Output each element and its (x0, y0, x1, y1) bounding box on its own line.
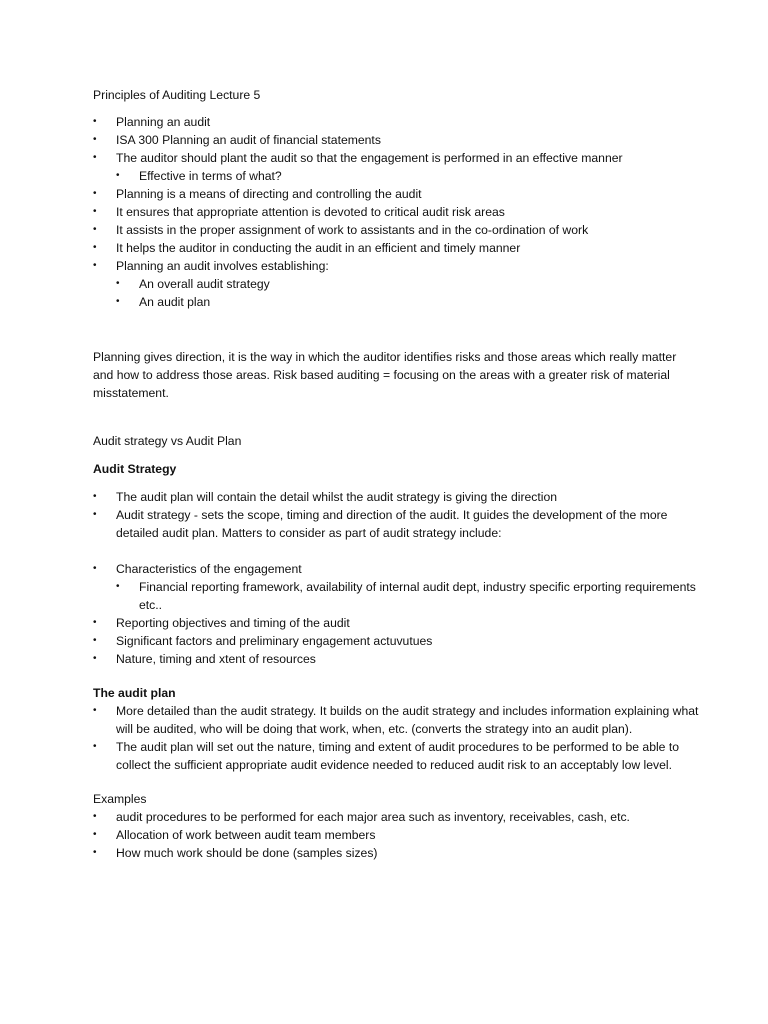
list-item-text: Audit strategy - sets the scope, timing and direction of the audit. It guides the development of the more detailed audit plan. Matters to consider as part of audit strategy include: (116, 508, 668, 540)
list-item-text: Reporting objectives and timing of the audit (116, 616, 350, 630)
list-item (93, 149, 703, 167)
sub-list-item (93, 578, 703, 614)
sub-list-item (93, 275, 703, 293)
list-item (93, 738, 703, 774)
list-item (93, 506, 703, 542)
list-item-text: Planning an audit (116, 115, 211, 129)
list-item-text: Planning is a means of directing and controlling the audit (116, 187, 422, 201)
list-item-text: An overall audit strategy (139, 277, 270, 291)
document-content (93, 86, 703, 862)
list-item-text: audit procedures to be performed for each major area such as inventory, receivables, cash, etc. (116, 810, 630, 824)
list-item (93, 257, 703, 275)
audit-strategy-heading: Audit Strategy (93, 462, 177, 476)
bullet-icon: • (93, 152, 97, 163)
bullet-icon: • (93, 260, 97, 271)
list-item (93, 702, 703, 738)
list-item-text: Allocation of work between audit team members (116, 828, 376, 842)
examples-heading: Examples (93, 792, 147, 806)
bullet-icon: • (93, 617, 97, 628)
list-item (93, 808, 703, 826)
bullet-icon: • (93, 653, 97, 664)
bullet-icon: • (93, 509, 97, 520)
strategy-list (93, 488, 703, 542)
bullet-icon: • (93, 134, 97, 145)
list-item-text: Nature, timing and xtent of resources (116, 652, 316, 666)
sub-list-item (93, 293, 703, 311)
list-item-text: It assists in the proper assignment of work to assistants and in the co-ordination of work (116, 223, 589, 237)
examples-list (93, 808, 703, 862)
list-item-text: Characteristics of the engagement (116, 562, 302, 576)
audit-plan-list (93, 702, 703, 774)
bullet-icon: • (116, 296, 120, 307)
list-item (93, 203, 703, 221)
list-item (93, 560, 703, 578)
list-item (93, 614, 703, 632)
bullet-icon: • (116, 170, 120, 181)
considerations-list (93, 560, 703, 668)
list-item-text: More detailed than the audit strategy. It builds on the audit strategy and includes information explaining what will be audited, who will be doing that work, when, etc. (converts the strategy into an audit plan). (116, 704, 699, 736)
list-item-text: It helps the auditor in conducting the audit in an efficient and timely manner (116, 241, 521, 255)
list-item-text: An audit plan (139, 295, 211, 309)
bullet-icon: • (93, 206, 97, 217)
bullet-icon: • (93, 829, 97, 840)
list-item (93, 221, 703, 239)
list-item (93, 131, 703, 149)
bullet-icon: • (116, 581, 120, 592)
list-item-text: Planning an audit involves establishing: (116, 259, 329, 273)
document-title: Principles of Auditing Lecture 5 (93, 88, 261, 102)
list-item-text: The auditor should plant the audit so that the engagement is performed in an effective manner (116, 151, 623, 165)
list-item (93, 844, 703, 862)
bullet-icon: • (93, 705, 97, 716)
list-item (93, 826, 703, 844)
list-item (93, 113, 703, 131)
bullet-icon: • (93, 188, 97, 199)
bullet-icon: • (93, 811, 97, 822)
bullet-icon: • (93, 491, 97, 502)
list-item-text: The audit plan will contain the detail whilst the audit strategy is giving the direction (116, 490, 558, 504)
bullet-icon: • (93, 635, 97, 646)
bullet-icon: • (93, 563, 97, 574)
bullet-icon: • (116, 278, 120, 289)
list-item-text: Financial reporting framework, availability of internal audit dept, industry specific erporting requirements etc.. (139, 580, 696, 612)
planning-list (93, 113, 703, 311)
list-item (93, 632, 703, 650)
bullet-icon: • (93, 242, 97, 253)
list-item-text: The audit plan will set out the nature, timing and extent of audit procedures to be performed to be able to collect the sufficient appropriate audit evidence needed to reduced audit risk to an acceptably low level. (116, 740, 680, 772)
list-item (93, 185, 703, 203)
list-item (93, 650, 703, 668)
bullet-icon: • (93, 741, 97, 752)
planning-paragraph: Planning gives direction, it is the way in which the auditor identifies risks and those areas which really matter and how to address those areas. Risk based auditing = focusing on the areas with a greater risk of material misstatement. (93, 350, 677, 400)
bullet-icon: • (93, 847, 97, 858)
list-item (93, 488, 703, 506)
list-item-text: ISA 300 Planning an audit of financial statements (116, 133, 381, 147)
list-item-text: How much work should be done (samples sizes) (116, 846, 378, 860)
bullet-icon: • (93, 224, 97, 235)
list-item-text: Effective in terms of what? (139, 169, 282, 183)
bullet-icon: • (93, 116, 97, 127)
list-item-text: Significant factors and preliminary engagement actuvutues (116, 634, 433, 648)
list-item-text: It ensures that appropriate attention is devoted to critical audit risk areas (116, 205, 505, 219)
strategy-vs-plan-heading: Audit strategy vs Audit Plan (93, 434, 242, 448)
list-item (93, 239, 703, 257)
sub-list-item (93, 167, 703, 185)
audit-plan-heading: The audit plan (93, 686, 176, 700)
